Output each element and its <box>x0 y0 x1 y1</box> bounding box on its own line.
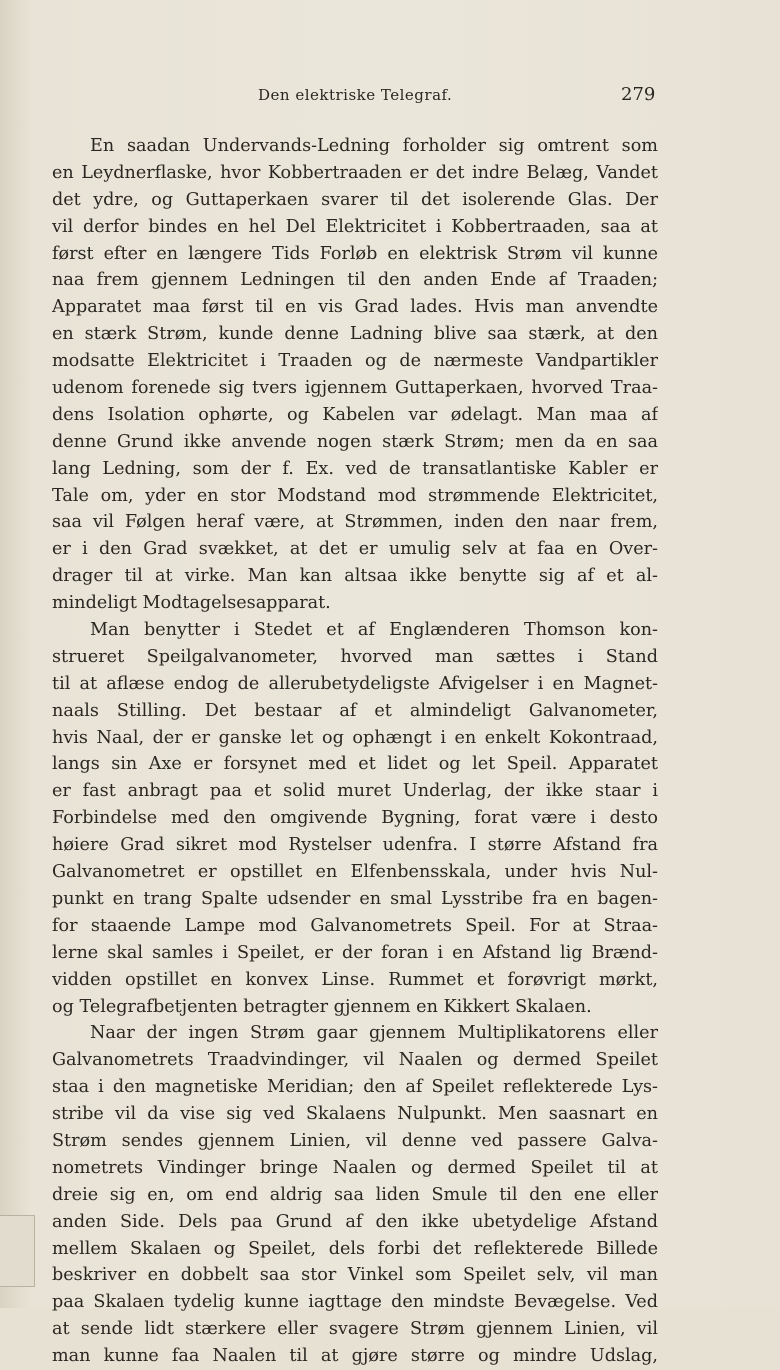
text-line: Strøm sendes gjennem Linien, vil denne ved passere Galva- <box>52 1130 658 1151</box>
text-line: høiere Grad sikret mod Rystelser udenfra. I større Afstand fra <box>52 835 658 856</box>
text-line: saa vil Følgen heraf være, at Strømmen, inden den naar frem, <box>52 512 658 533</box>
text-line: beskriver en dobbelt saa stor Vinkel som Speilet selv, vil man <box>52 1265 658 1286</box>
text-line: Galvanometret er opstillet en Elfenbensskala, under hvis Nul- <box>52 862 658 883</box>
page-edge-tab <box>0 1215 35 1287</box>
text-line: Apparatet maa først til en vis Grad lades. Hvis man anvendte <box>52 297 658 318</box>
text-line: Galvanometrets Traadvindinger, vil Naalen og dermed Speilet <box>52 1050 658 1071</box>
text-line: strueret Speilgalvanometer, hvorved man sættes i Stand <box>52 646 658 667</box>
text-line: naa frem gjennem Ledningen til den anden Ende af Traaden; <box>52 270 658 291</box>
text-line: langs sin Axe er forsynet med et lidet og let Speil. Apparatet <box>52 754 658 775</box>
text-line: til at aflæse endog de allerubetydeligste Afvigelser i en Magnet- <box>52 673 658 694</box>
text-line: mindeligt Modtagelsesapparat. <box>52 593 331 614</box>
text-line: denne Grund ikke anvende nogen stærk Strøm; men da en saa <box>52 431 658 452</box>
page-number: 279 <box>621 84 656 105</box>
text-line: En saadan Undervands-Ledning forholder sig omtrent som <box>90 136 658 156</box>
text-line: først efter en længere Tids Forløb en elektrisk Strøm vil kunne <box>52 243 658 264</box>
page-header <box>0 84 780 110</box>
text-line: Forbindelse med den omgivende Bygning, forat være i desto <box>52 808 658 829</box>
text-line: naals Stilling. Det bestaar af et almindeligt Galvanometer, <box>52 700 658 721</box>
text-line: punkt en trang Spalte udsender en smal Lysstribe fra en bagen- <box>52 888 658 909</box>
text-line: er fast anbragt paa et solid muret Underlag, der ikke staar i <box>52 781 658 802</box>
text-line: Tale om, yder en stor Modstand mod strømmende Elektricitet, <box>52 485 658 506</box>
text-line: Man benytter i Stedet et af Englænderen Thomson kon- <box>90 620 658 641</box>
text-line: anden Side. Dels paa Grund af den ikke ubetydelige Afstand <box>52 1211 658 1232</box>
text-line: lang Ledning, som der f. Ex. ved de transatlantiske Kabler er <box>52 458 658 479</box>
text-line: det ydre, og Guttaperkaen svarer til det isolerende Glas. Der <box>52 189 658 210</box>
text-line: modsatte Elektricitet i Traaden og de nærmeste Vandpartikler <box>52 351 658 372</box>
text-line: paa Skalaen tydelig kunne iagttage den mindste Bevægelse. Ved <box>52 1292 658 1313</box>
text-line: stribe vil da vise sig ved Skalaens Nulpunkt. Men saasnart en <box>52 1104 658 1125</box>
text-line: en Leydnerflaske, hvor Kobbertraaden er det indre Belæg, Vandet <box>52 162 658 183</box>
text-line: for staaende Lampe mod Galvanometrets Speil. For at Straa- <box>52 915 658 936</box>
text-line: udenom forenede sig tvers igjennem Guttaperkaen, hvorved Traa- <box>52 378 658 399</box>
text-line: Naar der ingen Strøm gaar gjennem Multiplikatorens eller <box>90 1023 658 1044</box>
text-line: drager til at virke. Man kan altsaa ikke benytte sig af et al- <box>52 566 658 587</box>
text-line: lerne skal samles i Speilet, er der foran i en Afstand lig Brænd- <box>52 942 658 963</box>
text-line: hvis Naal, der er ganske let og ophængt i en enkelt Kokontraad, <box>52 727 658 748</box>
text-line: dreie sig en, om end aldrig saa liden Smule til den ene eller <box>52 1184 658 1205</box>
text-line: mellem Skalaen og Speilet, dels forbi det reflekterede Billede <box>52 1238 658 1259</box>
text-line: staa i den magnetiske Meridian; den af Speilet reflekterede Lys- <box>52 1077 658 1098</box>
text-line: vidden opstillet en konvex Linse. Rummet et forøvrigt mørkt, <box>52 969 658 990</box>
text-line: og Telegrafbetjenten betragter gjennem en Kikkert Skalaen. <box>52 996 592 1017</box>
text-line: vil derfor bindes en hel Del Elektricitet i Kobbertraaden, saa at <box>52 216 658 237</box>
text-line: at sende lidt stærkere eller svagere Strøm gjennem Linien, vil <box>52 1319 658 1340</box>
text-line: dens Isolation ophørte, og Kabelen var ødelagt. Man maa af <box>52 404 658 425</box>
body-text <box>52 133 658 1370</box>
text-line: er i den Grad svækket, at det er umulig selv at faa en Over- <box>52 539 658 560</box>
running-title: Den elektriske Telegraf. <box>258 86 453 104</box>
text-line: nometrets Vindinger bringe Naalen og dermed Speilet til at <box>52 1157 658 1178</box>
text-line: man kunne faa Naalen til at gjøre større og mindre Udslag, <box>52 1346 658 1367</box>
text-line: en stærk Strøm, kunde denne Ladning blive saa stærk, at den <box>52 324 658 345</box>
